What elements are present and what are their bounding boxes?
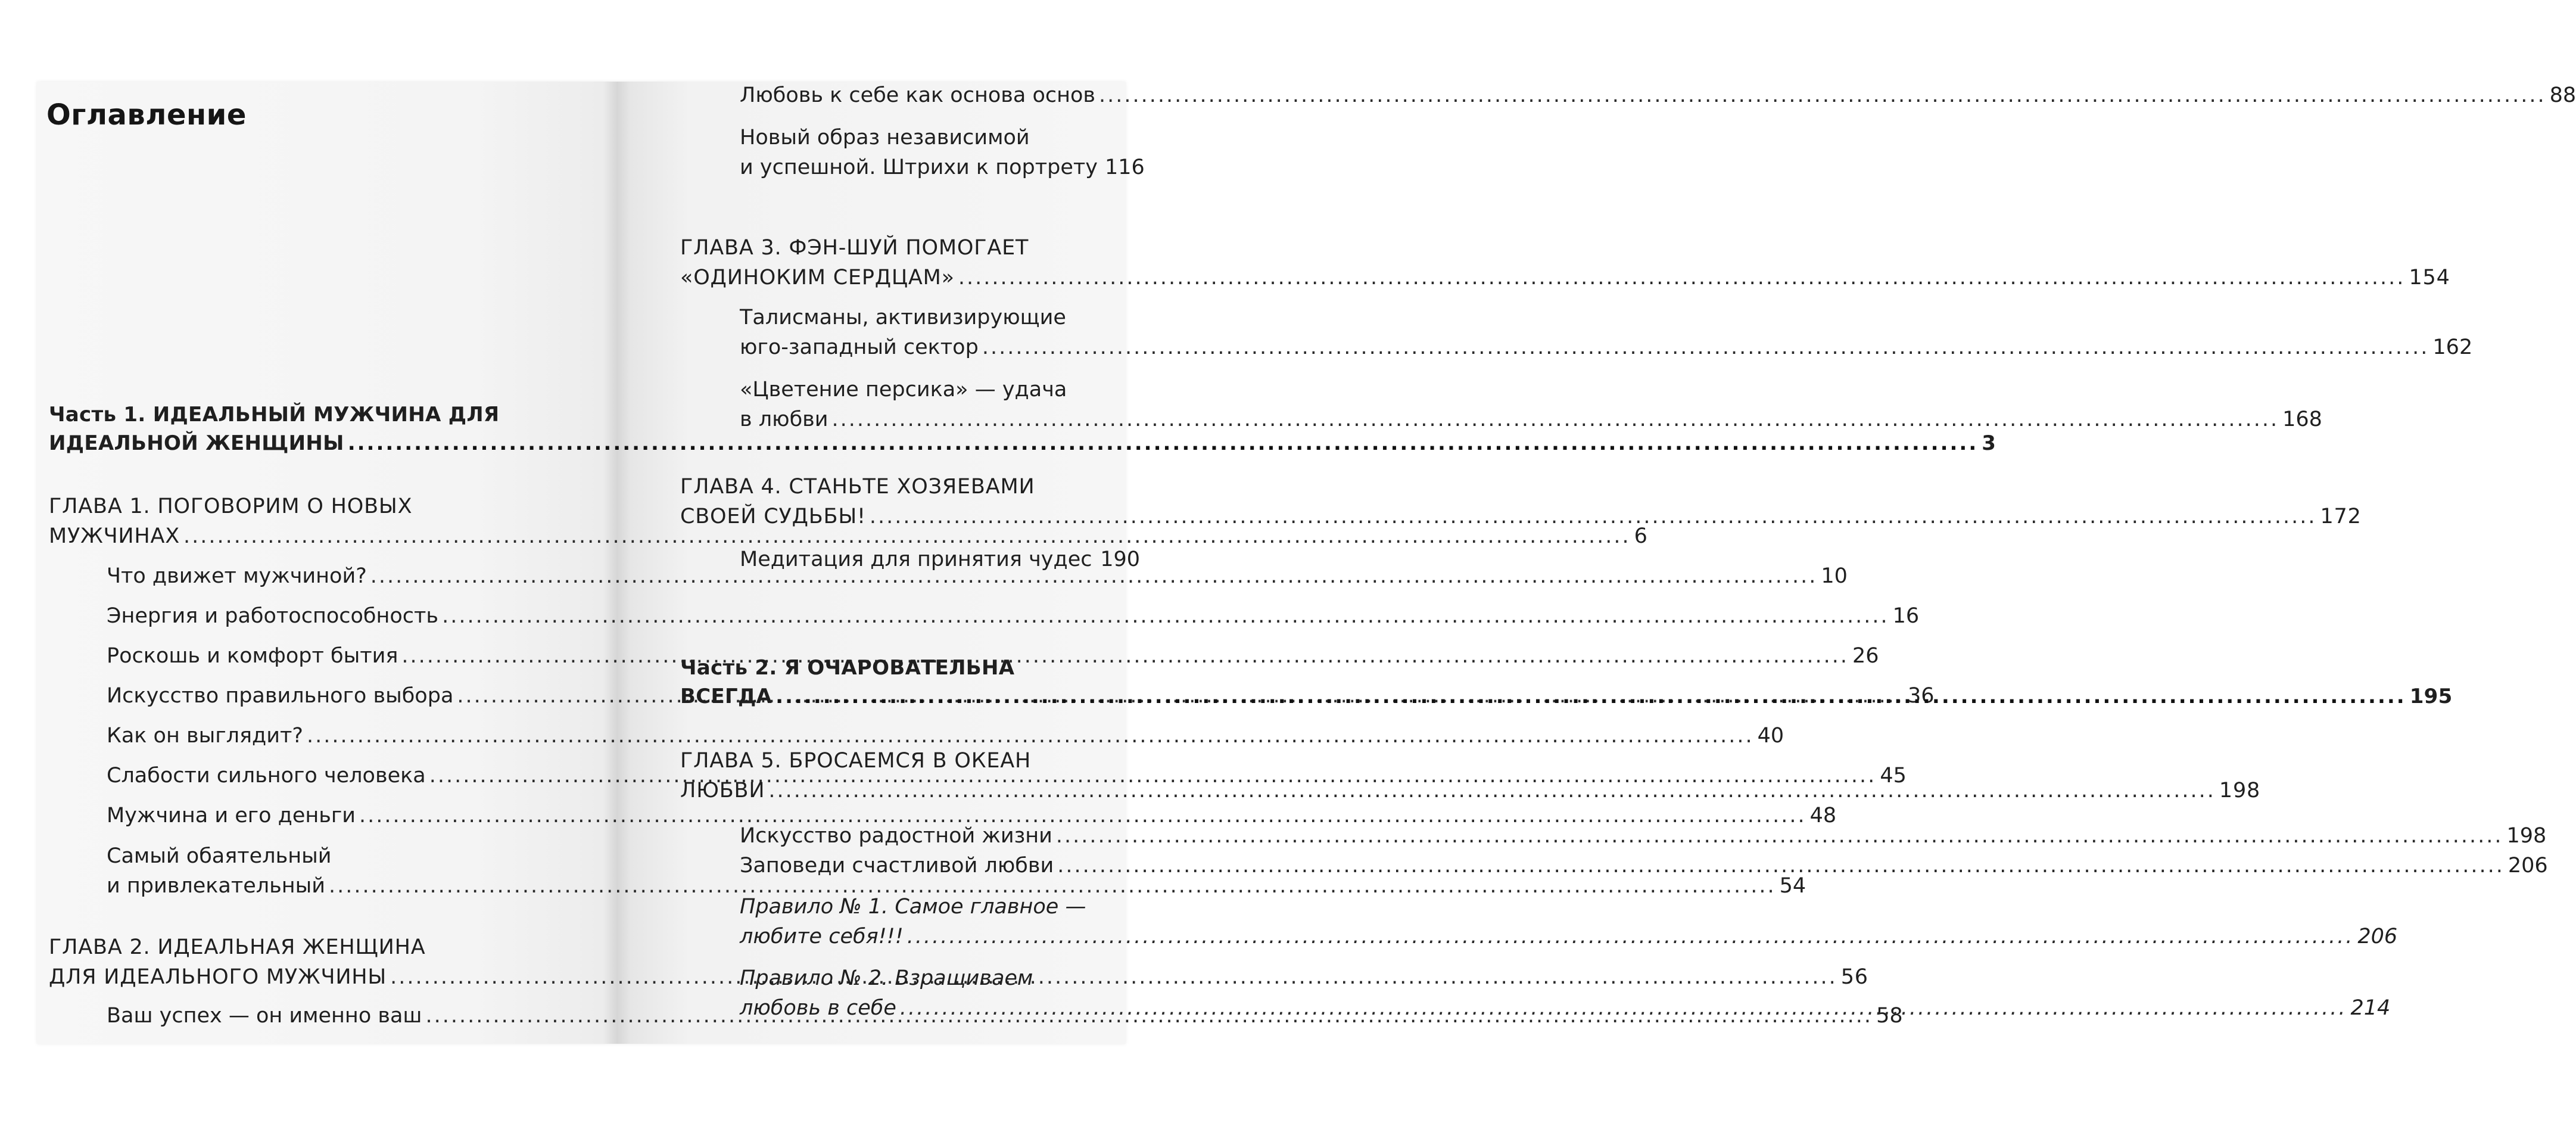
- page-number: 198: [2506, 824, 2547, 848]
- toc-section-title: Что движет мужчиной?: [107, 564, 367, 588]
- toc-section-line-2: и успешной. Штрихи к портрету: [740, 155, 1098, 179]
- toc-section-line-2: в любви: [740, 408, 828, 431]
- toc-chapter-3: [680, 233, 2450, 293]
- toc-section-line-1: Талисманы, активизирующие: [740, 306, 1066, 329]
- toc-section-title: Медитация для принятия чудес: [740, 548, 1092, 571]
- toc-section-title: Как он выглядит?: [107, 724, 303, 748]
- page-number: 198: [2219, 779, 2261, 802]
- page-number: 3: [1982, 431, 1996, 455]
- toc-section-title: Любовь к себе как основа основ: [740, 83, 1096, 107]
- toc-rule-2-line-2: любовь в себе: [740, 996, 896, 1020]
- page-number: 172: [2320, 505, 2362, 528]
- page-number: 214: [2350, 996, 2391, 1020]
- toc-chapter-2-line-2: ДЛЯ ИДЕАЛЬНОГО МУЖЧИНЫ: [49, 965, 387, 989]
- toc-section: [740, 821, 2547, 851]
- page-number: 190: [1100, 548, 1140, 571]
- toc-chapter-3-line-2: «ОДИНОКИМ СЕРДЦАМ»: [680, 266, 955, 290]
- page-number: 10: [1821, 564, 1848, 588]
- toc-section: [740, 375, 2322, 434]
- page-number: 206: [2357, 925, 2398, 948]
- page-number: 56: [1840, 965, 1868, 989]
- toc-part-1-line-2: ИДЕАЛЬНОЙ ЖЕНЩИНЫ: [49, 431, 344, 455]
- toc-chapter-5-line-1: ГЛАВА 5. БРОСАЕМСЯ В ОКЕАН: [680, 749, 1032, 773]
- page-number: 116: [1104, 155, 1145, 179]
- toc-chapter-2-line-1: ГЛАВА 2. ИДЕАЛЬНАЯ ЖЕНЩИНА: [49, 935, 426, 959]
- page-number: 154: [2409, 266, 2450, 290]
- page-number: 88: [2549, 83, 2576, 107]
- page-number: 54: [1779, 874, 1806, 898]
- page-number: 195: [2409, 685, 2453, 708]
- page-number: 58: [1876, 1004, 1903, 1028]
- page-number: 162: [2432, 335, 2473, 359]
- toc-part-1-line-1: Часть 1. ИДЕАЛЬНЫЙ МУЖЧИНА ДЛЯ: [49, 403, 500, 427]
- toc-chapter-3-line-1: ГЛАВА 3. ФЭН-ШУЙ ПОМОГАЕТ: [680, 236, 1029, 260]
- book-spread: [37, 82, 2576, 1044]
- page-number: 40: [1757, 724, 1784, 748]
- page-number: 6: [1634, 524, 1648, 548]
- page-number: 206: [2508, 854, 2548, 878]
- toc-section-title: Искусство правильного выбора: [107, 684, 454, 708]
- toc-chapter-4: [680, 472, 2362, 531]
- toc-section-line-1: Самый обаятельный: [107, 844, 332, 868]
- toc-section-title: Слабости сильного человека: [107, 764, 426, 788]
- toc-chapter-1-line-2: МУЖЧИНАХ: [49, 524, 180, 548]
- toc-section: [107, 801, 1837, 830]
- toc-section-title: Искусство радостной жизни: [740, 824, 1052, 848]
- toc-section-line-1: «Цветение персика» — удача: [740, 378, 1067, 402]
- toc-section: [740, 851, 2548, 881]
- toc-rule-1: [740, 892, 2398, 951]
- page-number: 45: [1880, 764, 1907, 788]
- page-number: 168: [2282, 408, 2322, 431]
- page-number: 48: [1809, 804, 1837, 828]
- toc-rule-2-line-1: Правило № 2. Взращиваем: [740, 966, 1033, 990]
- toc-section-line-2: и привлекательный: [107, 874, 326, 898]
- toc-section-title: Роскошь и комфорт бытия: [107, 644, 398, 668]
- toc-rule-1-line-1: Правило № 1. Самое главное —: [740, 895, 1086, 919]
- toc-section: [107, 601, 1920, 631]
- toc-part-2-line-1: Часть 2. Я ОЧАРОВАТЕЛЬНА: [680, 656, 1015, 680]
- toc-section: [740, 123, 1145, 182]
- toc-section: [107, 561, 1848, 591]
- toc-section-title: Ваш успех — он именно ваш: [107, 1004, 422, 1028]
- page-title: Оглавление: [46, 98, 247, 132]
- toc-chapter-4-line-1: ГЛАВА 4. СТАНЬТЕ ХОЗЯЕВАМИ: [680, 475, 1035, 499]
- toc-section: [107, 721, 1784, 751]
- page-number: 16: [1892, 604, 1920, 628]
- toc-section: [740, 80, 2576, 110]
- toc-chapter-5-line-2: ЛЮБВИ: [680, 779, 765, 802]
- toc-chapter-1-line-1: ГЛАВА 1. ПОГОВОРИМ О НОВЫХ: [49, 494, 413, 518]
- page-number: 36: [1907, 684, 1935, 708]
- toc-section-title: Энергия и работоспособность: [107, 604, 439, 628]
- page-number: 26: [1852, 644, 1879, 668]
- toc-section-line-1: Новый образ независимой: [740, 126, 1030, 150]
- toc-section: [740, 303, 2473, 362]
- toc-section: [740, 545, 1140, 574]
- toc-section-title: Заповеди счастливой любви: [740, 854, 1054, 878]
- toc-rule-1-line-2: любите себя!!!: [740, 925, 904, 948]
- toc-section-title: Мужчина и его деньги: [107, 804, 356, 828]
- toc-section-line-2: юго-западный сектор: [740, 335, 979, 359]
- toc-chapter-4-line-2: СВОЕЙ СУДЬБЫ!: [680, 505, 866, 528]
- toc-part-2-line-2: ВСЕГДА: [680, 685, 773, 708]
